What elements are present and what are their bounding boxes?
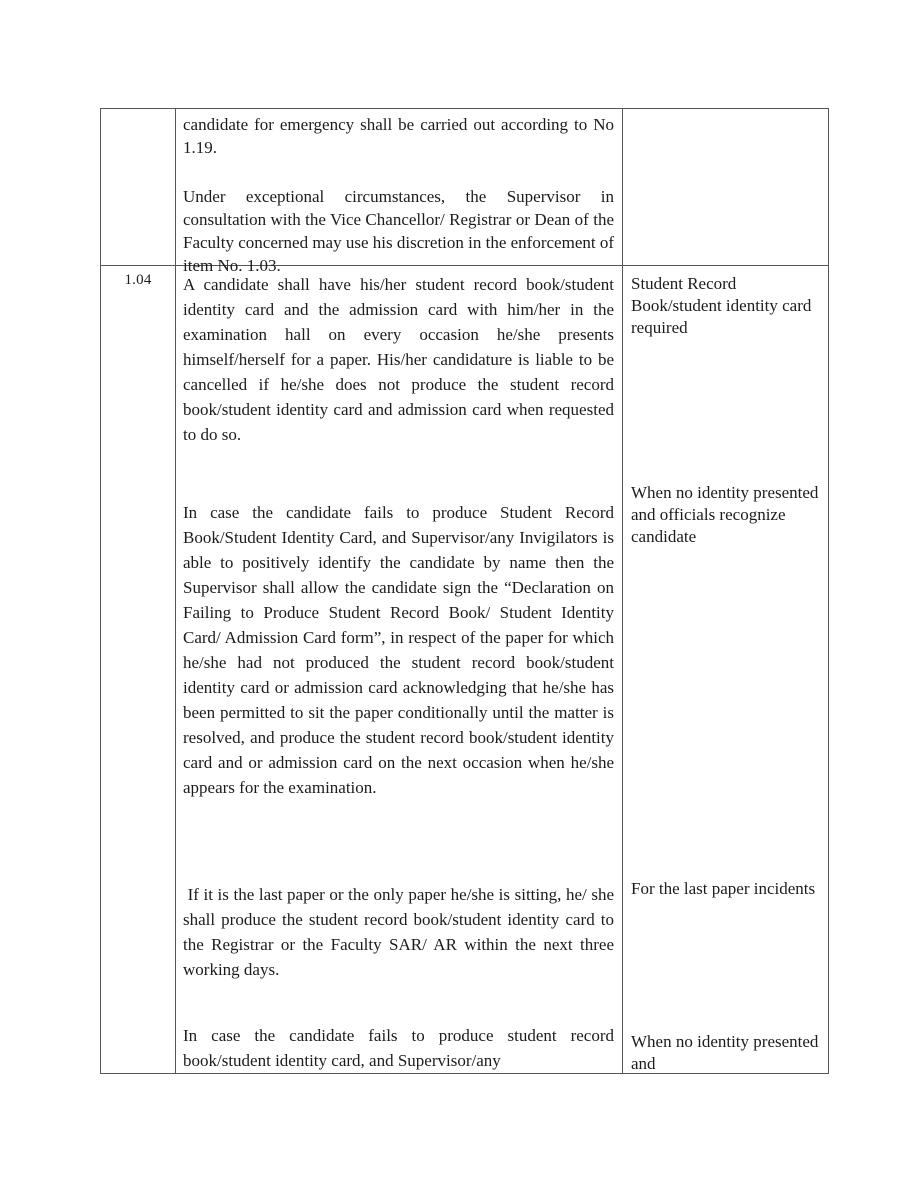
summary-note: For the last paper incidents xyxy=(631,879,816,898)
regulation-text-cell xyxy=(176,109,623,275)
table-row-1-04 xyxy=(101,266,829,1074)
table-row-continuation xyxy=(101,109,829,266)
regulations-table xyxy=(100,108,829,1074)
regulation-text-cell xyxy=(176,266,623,1074)
item-number: 1.04 xyxy=(124,272,152,288)
item-number-cell xyxy=(101,266,176,1074)
summary-note-cell xyxy=(623,266,829,1074)
summary-note: When no identity presented and officials recognize candidate xyxy=(631,483,819,546)
paragraph: A candidate shall have his/her student record book/student identity card and the admission card with him/her in the examination hall on every occasion he/she presents himself/herself for a paper. His/her candidature is liable to be cancelled if he/she does not produce the student record book/student identity card and admission card when requested to do so. xyxy=(183,275,619,444)
item-number-cell xyxy=(101,109,176,266)
paragraph: Under exceptional circumstances, the Supervisor in consultation with the Vice Chancellor/ Registrar or Dean of the Faculty concerned may use his discretion in the enforcement of item No. 1.03. xyxy=(183,187,619,275)
paragraph: candidate for emergency shall be carried out according to No 1.19. xyxy=(183,115,619,157)
paragraph: In case the candidate fails to produce Student Record Book/Student Identity Card, and Supervisor/any Invigilators is able to positively identify the candidate by name then the Supervisor shall allow the candidate sign the “Declaration on Failing to Produce Student Record Book/ Student Identity Card/ Admission Card form”, in respect of the paper for which he/she had not produced the student record book/student identity card or admission card acknowledging that he/she has been permitted to sit the paper conditionally until the matter is resolved, and produce the student record book/student identity card and or admission card on the next occasion when he/she appears for the examination. xyxy=(183,503,619,797)
summary-note: Student Record Book/student identity card required xyxy=(631,274,812,337)
paragraph: If it is the last paper or the only paper he/she is sitting, he/ she shall produce the student record book/student identity card to the Registrar or the Faculty SAR/ AR within the next three working days. xyxy=(183,885,619,979)
summary-note: When no identity presented and xyxy=(631,1032,819,1073)
summary-note-cell xyxy=(623,109,829,266)
paragraph: In case the candidate fails to produce student record book/student identity card, and Supervisor/any xyxy=(183,1026,619,1070)
